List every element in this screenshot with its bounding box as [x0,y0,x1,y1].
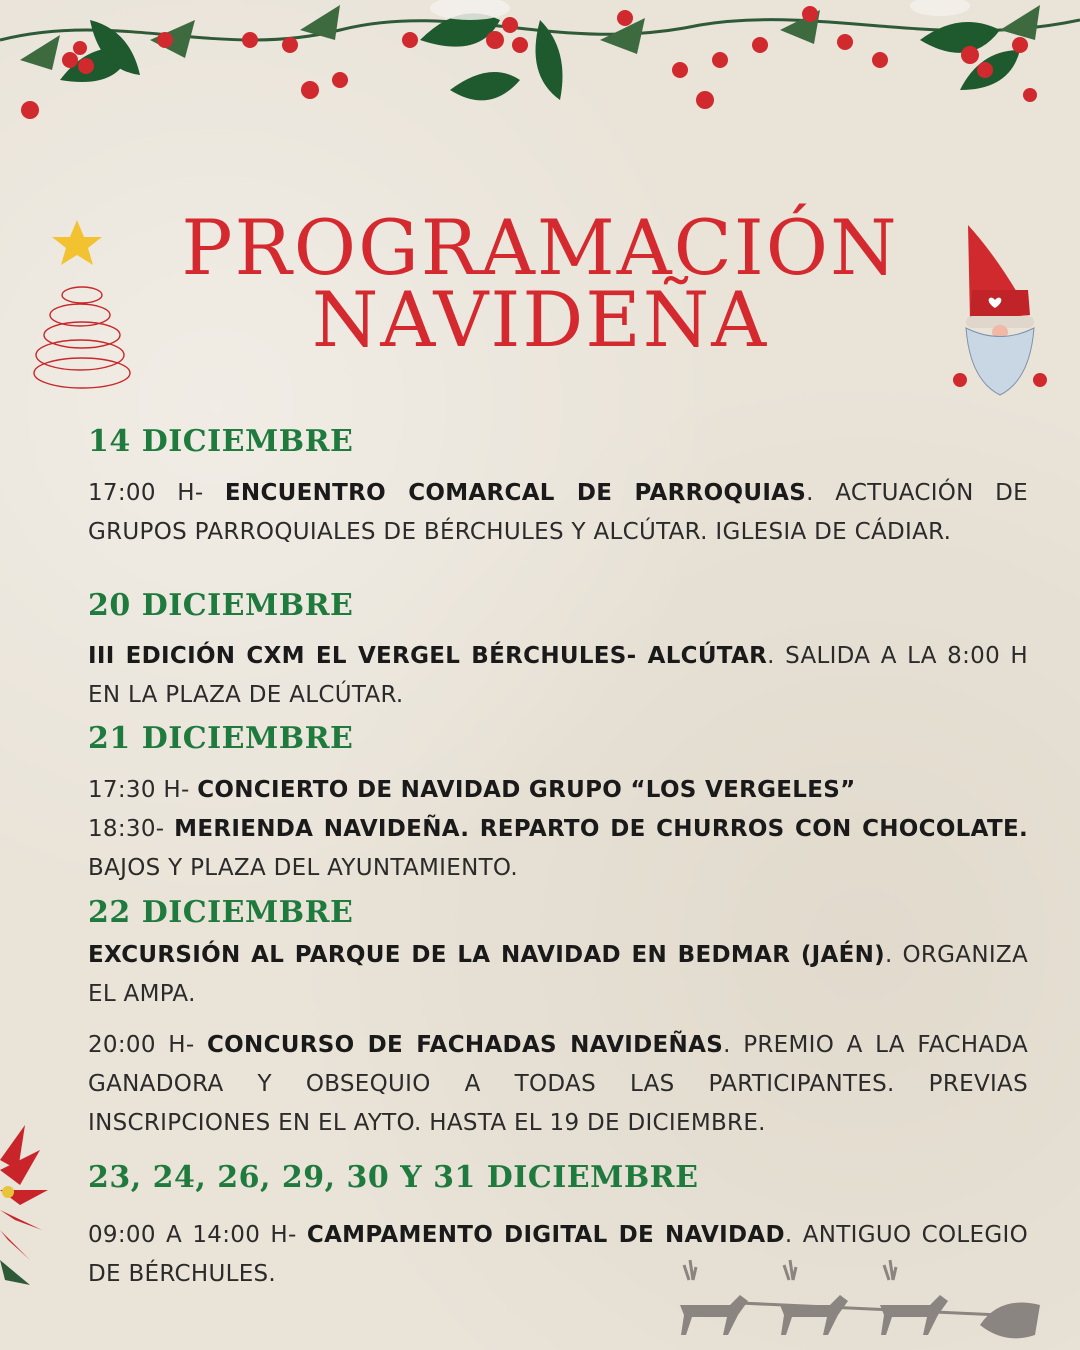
event-details: . PREMIO A LA FACHADA GANADORA Y OBSEQUIO A TODAS LAS PARTICIPANTES. PREVIAS INSCRIPCIONES EN EL AYTO. HASTA EL 19 DE DICIEMBRE. [88,1032,1028,1136]
title-line-2: NAVIDEÑA [311,275,769,364]
event-details: . SALIDA A LA 8:00 H EN LA PLAZA DE ALCÚTAR. [88,643,1028,708]
event-item [88,771,1028,810]
event-item [88,936,1028,1014]
event-title: CONCURSO DE FACHADAS NAVIDEÑAS [206,1032,724,1058]
event-item [88,810,1028,888]
event-details: . ANTIGUO COLEGIO DE BÉRCHULES. [88,1222,1028,1287]
event-item [88,637,1028,715]
event-item [88,1026,1028,1143]
event-details: BAJOS Y PLAZA DEL AYUNTAMIENTO. [88,855,519,881]
section-date: 21 DICIEMBRE [88,721,354,756]
event-time: 17:30 H- [88,777,198,803]
event-title: MERIENDA NAVIDEÑA. REPARTO DE CHURROS CON CHOCOLATE. [174,816,1028,842]
event-item [88,1216,1028,1294]
event-time: 20:00 H- [88,1032,207,1058]
gnome-decoration [950,220,1050,400]
event-title: III EDICIÓN CXM EL VERGEL BÉRCHULES- ALCÚTAR [88,643,768,669]
event-time: 17:00 H- [88,480,225,506]
event-item [88,474,1028,552]
section-date: 23, 24, 26, 29, 30 Y 31 DICIEMBRE [88,1160,699,1195]
holly-garland-decoration [0,0,1080,150]
page-title [150,203,930,364]
section-date: 14 DICIEMBRE [88,424,354,459]
spiral-tree-decoration [20,215,135,400]
event-title: EXCURSIÓN AL PARQUE DE LA NAVIDAD EN BEDMAR (JAÉN) [88,942,885,968]
event-details: . ACTUACIÓN DE GRUPOS PARROQUIALES DE BÉRCHULES Y ALCÚTAR. IGLESIA DE CÁDIAR. [88,480,1028,545]
event-title: CONCIERTO DE NAVIDAD GRUPO “LOS VERGELES” [197,777,856,803]
event-title: CAMPAMENTO DIGITAL DE NAVIDAD [306,1222,785,1248]
title-line-1: PROGRAMACIÓN [181,203,899,292]
event-details: . ORGANIZA EL AMPA. [88,942,1028,1007]
poinsettia-decoration [0,1110,55,1290]
section-date: 22 DICIEMBRE [88,895,354,930]
event-time: 09:00 A 14:00 H- [88,1222,307,1248]
event-title: ENCUENTRO COMARCAL DE PARROQUIAS [224,480,807,506]
star-icon [52,220,102,265]
section-date: 20 DICIEMBRE [88,588,354,623]
event-time: 18:30- [88,816,175,842]
